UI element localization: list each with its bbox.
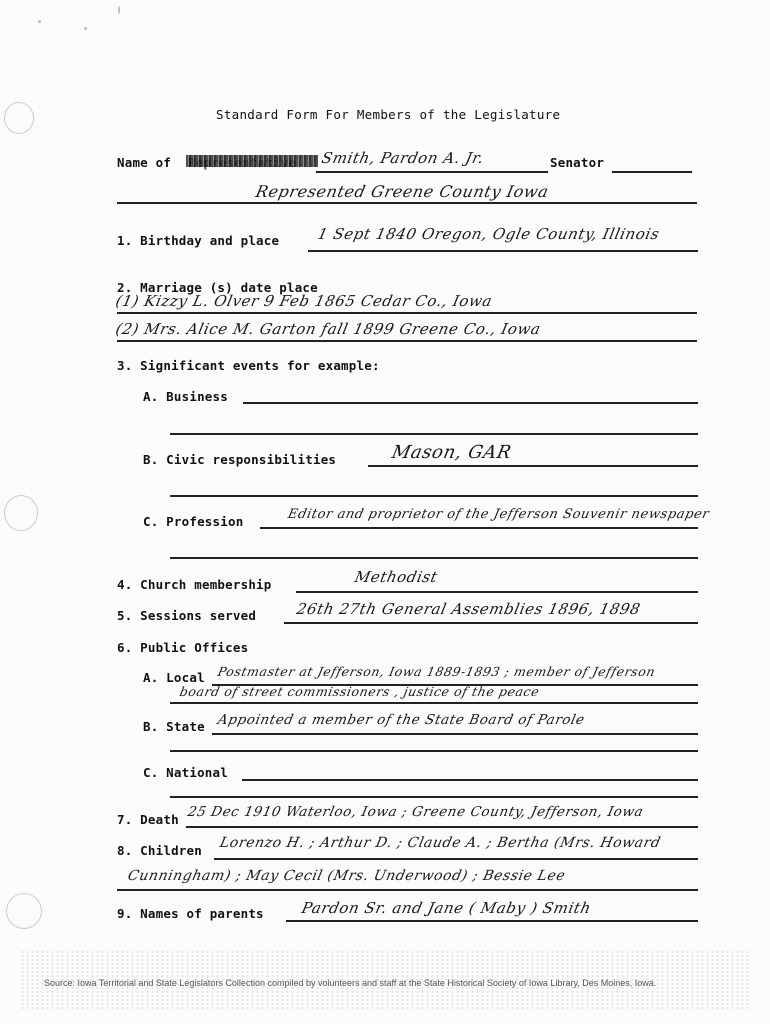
church-value: Methodist [353, 568, 440, 586]
business-line-2 [170, 433, 698, 435]
punch-hole-mark [4, 102, 34, 134]
birthday-line [308, 250, 698, 252]
national-line-2 [170, 796, 698, 798]
senator-line [612, 171, 692, 173]
marriage-value-1: (1) Kizzy L. Olver 9 Feb 1865 Cedar Co., Iowa [114, 292, 495, 310]
marriage-value-2: (2) Mrs. Alice M. Garton fall 1899 Greene Co., Iowa [114, 320, 543, 338]
children-line-1 [214, 858, 698, 860]
national-line [242, 779, 698, 781]
birthday-value: 1 Sept 1840 Oregon, Ogle County, Illinois [316, 225, 662, 243]
represented-line [117, 202, 697, 204]
church-line [296, 591, 698, 593]
marriage-line-2 [117, 340, 697, 342]
name-label: Name of [117, 155, 172, 170]
church-label: 4. Church membership [117, 577, 272, 592]
civic-line [368, 465, 698, 467]
form-title: Standard Form For Members of the Legislature [216, 107, 561, 122]
state-line-2 [170, 750, 698, 752]
birthday-label: 1. Birthday and place [117, 233, 280, 248]
state-label: B. State [143, 719, 205, 734]
business-label: A. Business [143, 389, 228, 404]
name-line [316, 171, 548, 173]
marriage-line-1 [117, 312, 697, 314]
civic-line-2 [170, 495, 698, 497]
children-line-2 [117, 889, 698, 891]
state-line [212, 733, 698, 735]
local-label: A. Local [143, 670, 205, 685]
represented-value: Represented Greene County Iowa [253, 182, 551, 201]
profession-value: Editor and proprietor of the Jefferson Souvenir newspaper [286, 507, 711, 522]
civic-value: Mason, GAR [389, 442, 514, 463]
death-line [186, 826, 698, 828]
death-value: 25 Dec 1910 Waterloo, Iowa ; Greene County, Jefferson, Iowa [186, 804, 645, 820]
business-line [243, 402, 698, 404]
offices-label: 6. Public Offices [117, 640, 249, 655]
strikeout-marks [186, 155, 318, 167]
parents-label: 9. Names of parents [117, 906, 264, 921]
parents-line [286, 920, 698, 922]
scan-speck [118, 6, 120, 14]
sessions-label: 5. Sessions served [117, 608, 257, 623]
profession-line-2 [170, 557, 698, 559]
events-label: 3. Significant events for example: [117, 358, 380, 373]
scan-speck [38, 20, 41, 23]
name-value: Smith, Pardon A. Jr. [320, 149, 486, 167]
sessions-value: 26th 27th General Assemblies 1896, 1898 [295, 600, 643, 618]
source-caption: Source: Iowa Territorial and State Legislators Collection compiled by volunteers and staff at the State Historical Society of Iowa Library, Des Moines, Iowa. [44, 978, 657, 988]
punch-hole-mark [6, 893, 42, 929]
children-value-2: Cunningham) ; May Cecil (Mrs. Underwood) ; Bessie Lee [126, 868, 567, 884]
profession-line [260, 527, 698, 529]
marriage-label: 2. Marriage (s) date place [117, 280, 318, 295]
parents-value: Pardon Sr. and Jane ( Maby ) Smith [300, 899, 593, 917]
local-line-2 [170, 702, 698, 704]
punch-hole-mark [4, 495, 38, 531]
scan-speck [84, 27, 87, 30]
state-value: Appointed a member of the State Board of Parole [216, 712, 587, 728]
children-value-1: Lorenzo H. ; Arthur D. ; Claude A. ; Bertha (Mrs. Howard [218, 835, 663, 851]
sessions-line [284, 622, 698, 624]
profession-label: C. Profession [143, 514, 244, 529]
local-value-2: board of street commissioners , justice of the peace [178, 684, 541, 699]
local-value-1: Postmaster at Jefferson, Iowa 1889-1893 ; member of Jefferson [216, 664, 657, 679]
senator-label: Senator [550, 155, 605, 170]
death-label: 7. Death [117, 812, 179, 827]
children-label: 8. Children [117, 843, 202, 858]
civic-label: B. Civic responsibilities [143, 452, 337, 467]
national-label: C. National [143, 765, 228, 780]
